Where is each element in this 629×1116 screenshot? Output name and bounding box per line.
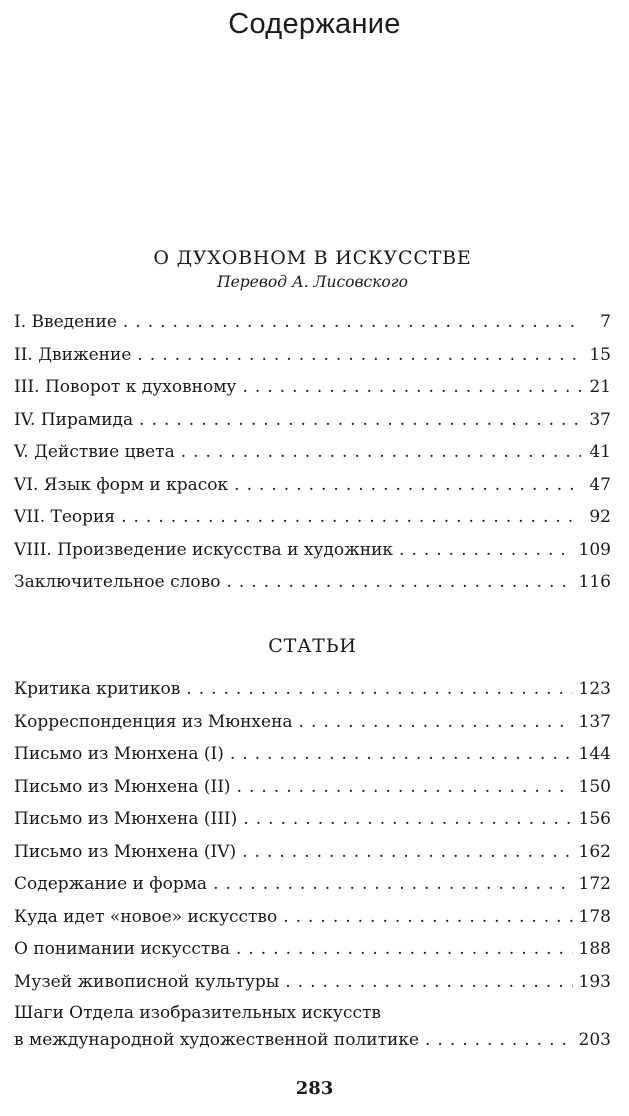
toc-list <box>14 673 611 1054</box>
toc-entry-page: 188 <box>578 939 611 959</box>
toc-entry-title: Письмо из Мюнхена (I) <box>14 744 224 764</box>
section-on-the-spiritual <box>14 246 611 599</box>
toc-entry[interactable] <box>14 933 611 966</box>
toc-entry-page: 156 <box>578 809 611 829</box>
toc-entry[interactable] <box>14 534 611 567</box>
toc-entry-page: 7 <box>600 312 611 332</box>
dot-leader <box>399 534 573 567</box>
toc-entry-page: 47 <box>589 474 611 495</box>
toc-entry-multiline[interactable] <box>14 1000 611 1054</box>
toc-entry-page: 144 <box>578 744 611 764</box>
toc-entry-page: 123 <box>578 679 611 699</box>
dot-leader <box>121 501 581 534</box>
dot-leader <box>234 469 581 502</box>
toc-entry-page: 15 <box>589 344 611 365</box>
section-heading: О ДУХОВНОМ В ИСКУССТВЕ <box>153 247 472 269</box>
dot-leader <box>242 371 581 404</box>
toc-entry-page: 41 <box>589 442 611 462</box>
dot-leader <box>123 306 581 339</box>
toc-entry-title-line1: Шаги Отдела изобразительных искусств <box>14 1003 381 1023</box>
toc-entry[interactable] <box>14 306 611 339</box>
toc-entry-title: I. Введение <box>14 312 117 332</box>
toc-entry-page: 150 <box>578 776 611 797</box>
toc-entry-title: Письмо из Мюнхена (III) <box>14 809 238 829</box>
toc-entry-title: II. Движение <box>14 344 132 365</box>
toc-entry-page: 193 <box>578 971 611 992</box>
toc-entry[interactable] <box>14 706 611 739</box>
section-heading: СТАТЬИ <box>268 635 357 657</box>
dot-leader <box>181 436 581 469</box>
toc-entry[interactable] <box>14 673 611 706</box>
toc-entry[interactable] <box>14 771 611 804</box>
toc-entry-title: VII. Теория <box>14 507 116 527</box>
toc-entry-page: 116 <box>578 572 611 592</box>
toc-entry-title-line2: в международной художественной политике <box>14 1030 420 1050</box>
toc-entry-title: Заключительное слово <box>14 572 221 592</box>
toc-entry-page: 172 <box>578 874 611 894</box>
dot-leader <box>237 771 573 804</box>
toc-entry-page: 109 <box>578 539 611 560</box>
dot-leader <box>283 901 572 934</box>
toc-entry-title: V. Действие цвета <box>14 442 175 462</box>
toc-entry[interactable] <box>14 566 611 599</box>
section-articles <box>14 634 611 1054</box>
dot-leader <box>236 933 573 966</box>
dot-leader <box>230 738 573 771</box>
dot-leader <box>186 673 572 706</box>
toc-entry-page: 21 <box>589 377 611 397</box>
dot-leader <box>139 404 581 437</box>
toc-entry-line2 <box>14 1027 611 1054</box>
dot-leader <box>242 836 572 869</box>
toc-entry-page: 162 <box>578 841 611 862</box>
toc-entry-title: Содержание и форма <box>14 874 208 894</box>
toc-entry[interactable] <box>14 436 611 469</box>
page-number: 283 <box>295 1078 334 1099</box>
toc-entry-title: Музей живописной культуры <box>14 971 280 992</box>
toc-entry-title: Критика критиков <box>14 679 181 699</box>
toc-entry-page: 203 <box>578 1030 611 1050</box>
toc-list <box>14 306 611 599</box>
dot-leader <box>299 706 573 739</box>
toc-entry[interactable] <box>14 371 611 404</box>
toc-entry-page: 92 <box>589 507 611 527</box>
section-subheading: Перевод А. Лисовского <box>217 273 408 291</box>
toc-entry[interactable] <box>14 469 611 502</box>
toc-entry-title: IV. Пирамида <box>14 409 134 430</box>
toc-entry-title: Письмо из Мюнхена (IV) <box>14 841 237 862</box>
toc-entry-page: 178 <box>578 906 611 927</box>
dot-leader <box>213 868 572 901</box>
toc-entry[interactable] <box>14 738 611 771</box>
toc-entry-title: Куда идет «новое» искусство <box>14 906 278 927</box>
toc-entry[interactable] <box>14 836 611 869</box>
toc-entry-title: Корреспонденция из Мюнхена <box>14 711 293 732</box>
toc-entry-title: VI. Язык форм и красок <box>14 474 229 495</box>
toc-entry[interactable] <box>14 404 611 437</box>
toc-entry[interactable] <box>14 803 611 836</box>
toc-entry[interactable] <box>14 901 611 934</box>
dot-leader <box>226 566 572 599</box>
toc-entry-page: 137 <box>578 711 611 732</box>
toc-entry-page: 37 <box>589 409 611 430</box>
toc-entry[interactable] <box>14 501 611 534</box>
dot-leader <box>285 966 572 999</box>
toc-entry[interactable] <box>14 339 611 372</box>
dot-leader <box>243 803 572 836</box>
toc-entry[interactable] <box>14 868 611 901</box>
dot-leader <box>137 339 581 372</box>
toc-entry[interactable] <box>14 966 611 999</box>
toc-entry-title: III. Поворот к духовному <box>14 377 237 397</box>
toc-entry-title: О понимании искусства <box>14 939 230 959</box>
toc-entry-title: VIII. Произведение искусства и художник <box>14 539 394 560</box>
page-title: Содержание <box>228 8 401 40</box>
dot-leader <box>425 1027 573 1054</box>
toc-entry-title: Письмо из Мюнхена (II) <box>14 776 231 797</box>
